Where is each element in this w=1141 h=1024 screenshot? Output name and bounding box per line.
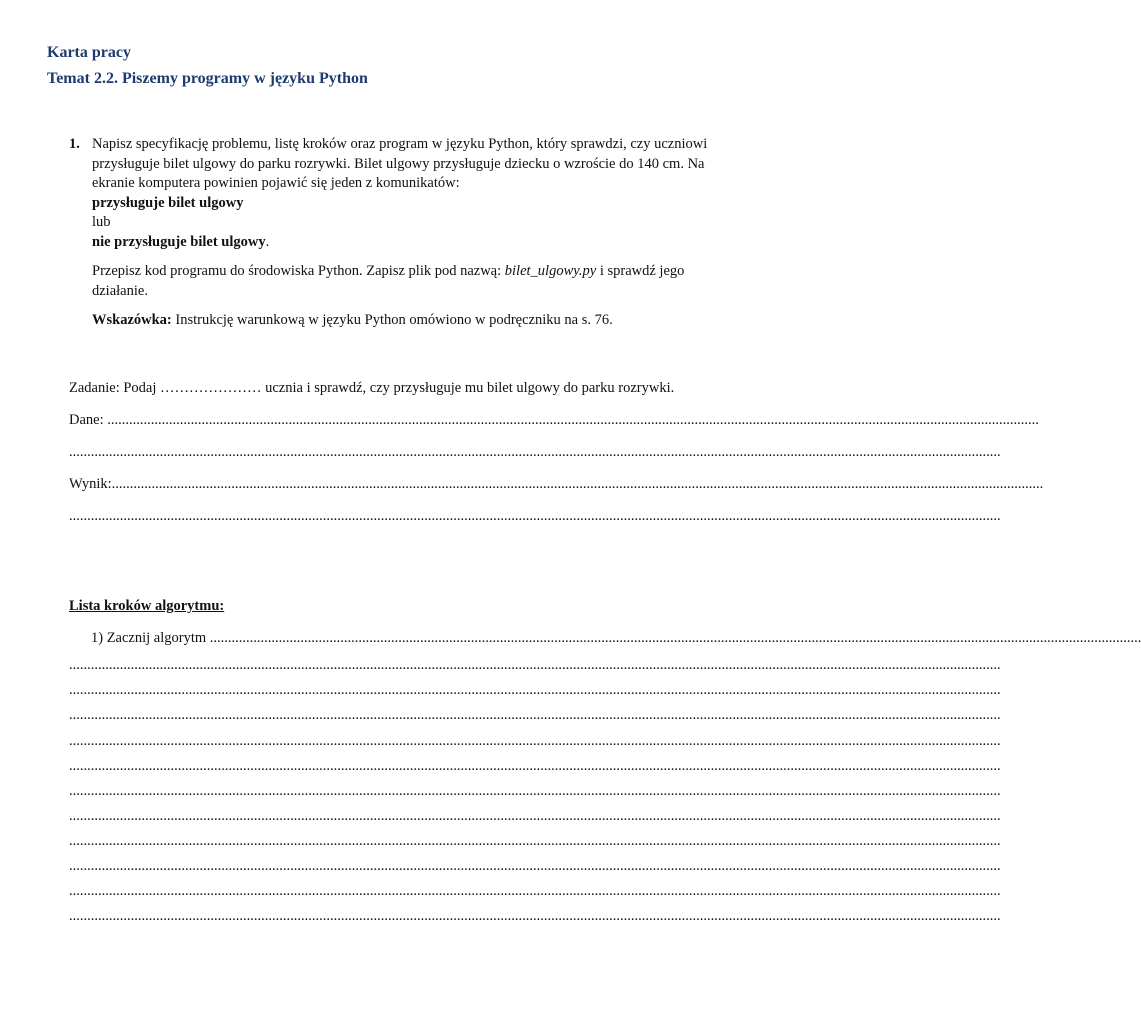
- task-body: [92, 135, 729, 331]
- algorithm-blank-line[interactable]: .................................................................................................................................................................................................................................................................: [69, 783, 1001, 799]
- copy-instruction-end: i sprawdź jego działanie.: [92, 263, 685, 299]
- hint-text: Instrukcję warunkową w języku Python omówiono w podręczniku na s. 76.: [171, 312, 613, 328]
- answer-dots: .................................................................................................................................................................................................................................................................: [111, 476, 1044, 492]
- task-1: [69, 135, 729, 331]
- spec-data-row[interactable]: [69, 412, 1039, 429]
- algorithm-blank-line[interactable]: .................................................................................................................................................................................................................................................................: [69, 858, 1001, 874]
- answer-dots: .................................................................................................................................................................................................................................................................: [107, 412, 1039, 428]
- algorithm-blank-line[interactable]: .................................................................................................................................................................................................................................................................: [69, 808, 1001, 824]
- message-not-eligible-line: [92, 233, 729, 253]
- answer-dots: .................................................................................................................................................................................................................................................................: [209, 630, 1141, 646]
- task-paragraph: Napisz specyfikację problemu, listę kroków oraz program w języku Python, który sprawdzi, czy uczniowi przysługuje bilet ulgowy do parku rozrywki. Bilet ulgowy przysługuje dziecku o wzroście do 140 cm. Na ekranie komputera powinien pojawić się jeden z komunikatów:: [92, 136, 708, 191]
- hint: [92, 311, 729, 331]
- algorithm-blank-line[interactable]: .................................................................................................................................................................................................................................................................: [69, 833, 1001, 849]
- algorithm-blank-line[interactable]: .................................................................................................................................................................................................................................................................: [69, 733, 1001, 749]
- spec-result-label: Wynik:: [69, 476, 112, 492]
- task-number: 1.: [69, 136, 80, 152]
- hint-label: Wskazówka:: [92, 312, 172, 328]
- algorithm-title: Lista kroków algorytmu:: [69, 598, 225, 614]
- spec-data-row-2[interactable]: .................................................................................................................................................................................................................................................................: [69, 444, 1001, 460]
- file-name: bilet_ulgowy.py: [504, 263, 597, 279]
- worksheet-title: Karta pracy: [47, 44, 131, 61]
- step-1-label: 1) Zacznij algorytm: [91, 630, 210, 646]
- algorithm-blank-line[interactable]: .................................................................................................................................................................................................................................................................: [69, 682, 1001, 698]
- spec-task-line: Zadanie: Podaj ………………… ucznia i sprawdź, czy przysługuje mu bilet ulgowy do parku rozrywki.: [69, 380, 675, 396]
- algorithm-blank-line[interactable]: .................................................................................................................................................................................................................................................................: [69, 908, 1001, 924]
- algorithm-blank-line[interactable]: .................................................................................................................................................................................................................................................................: [69, 707, 1001, 723]
- worksheet-topic: Temat 2.2. Piszemy programy w języku Python: [47, 70, 368, 87]
- message-not-eligible: nie przysługuje bilet ulgowy: [92, 233, 266, 250]
- algorithm-step-1[interactable]: [91, 630, 1141, 647]
- spec-result-row-2[interactable]: .................................................................................................................................................................................................................................................................: [69, 508, 1001, 524]
- message-period: .: [265, 233, 270, 250]
- message-eligible: przysługuje bilet ulgowy: [92, 194, 244, 211]
- spec-data-label: Dane:: [69, 412, 108, 428]
- algorithm-blank-line[interactable]: .................................................................................................................................................................................................................................................................: [69, 883, 1001, 899]
- algorithm-blank-line[interactable]: .................................................................................................................................................................................................................................................................: [69, 758, 1001, 774]
- copy-instruction: [92, 262, 729, 301]
- or-word: lub: [92, 214, 111, 230]
- copy-instruction-start: Przepisz kod programu do środowiska Python. Zapisz plik pod nazwą:: [92, 263, 505, 279]
- spec-result-row[interactable]: [69, 476, 1044, 493]
- algorithm-blank-line[interactable]: .................................................................................................................................................................................................................................................................: [69, 657, 1001, 673]
